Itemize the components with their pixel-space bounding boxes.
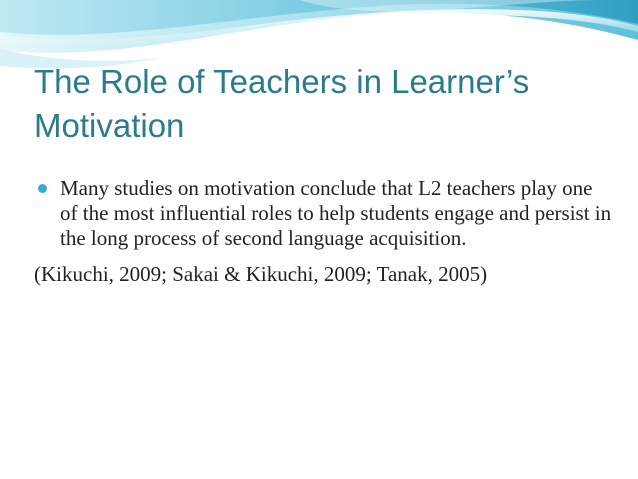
bullet-dot-icon [38,184,47,193]
slide-title: The Role of Teachers in Learner’s Motivation [34,63,530,144]
bullet-item [34,176,614,251]
slide-body [34,176,614,287]
bullet-text: Many studies on motivation conclude that L2 teachers play one of the most influential roles to help students engage and persist in the long process of second language acquisition. [60,176,612,250]
citation: (Kikuchi, 2009; Sakai & Kikuchi, 2009; Tanak, 2005) [34,262,488,286]
